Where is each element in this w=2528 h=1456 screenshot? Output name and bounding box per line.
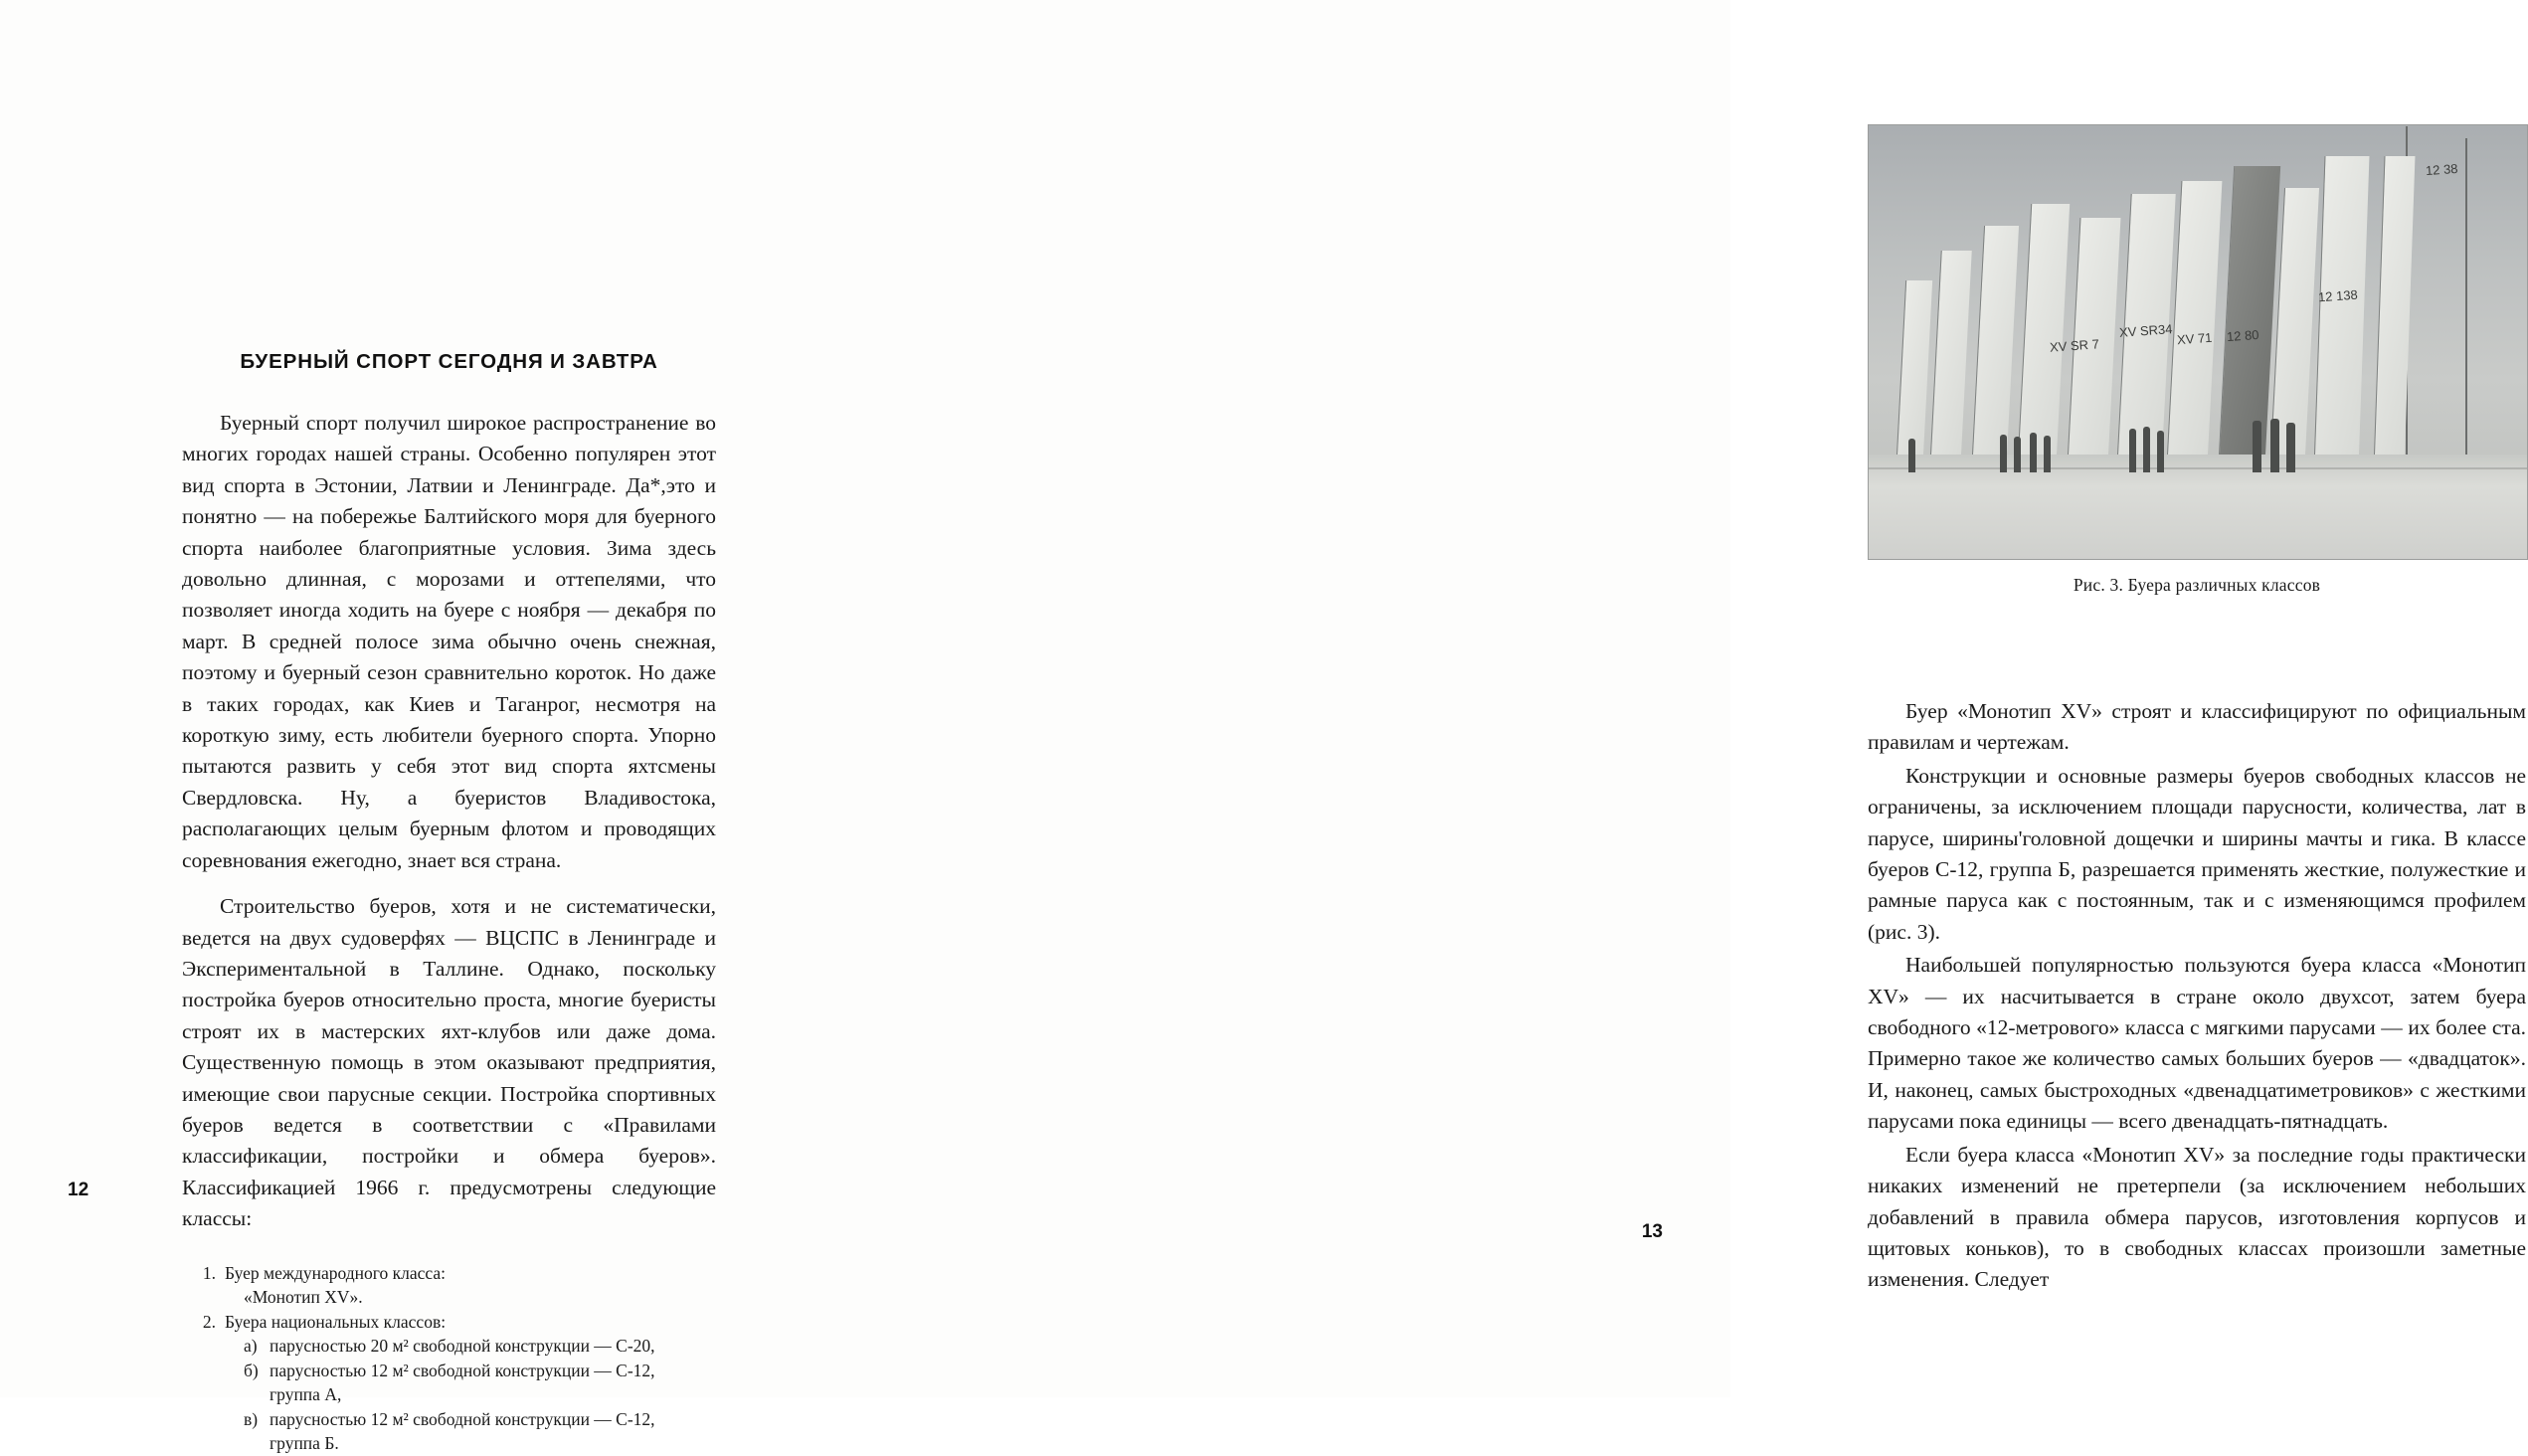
person-silhouette: [2157, 431, 2164, 472]
person-silhouette: [2286, 423, 2295, 472]
class-list: [182, 1261, 716, 1456]
mast: [2465, 138, 2467, 455]
paragraph-gap: [182, 878, 716, 891]
class-list-letter: а): [244, 1336, 258, 1357]
person-silhouette: [2044, 436, 2051, 472]
class-list-text: Буера национальных классов:: [225, 1311, 447, 1332]
person-silhouette: [1908, 439, 1915, 472]
photograph-iceboats: [1868, 124, 2528, 560]
person-silhouette: [2270, 419, 2279, 472]
class-list-number: 1.: [202, 1262, 216, 1283]
person-silhouette: [2129, 429, 2136, 472]
paragraph-2: Строительство буеров, хотя и не систематически, ведется на двух судоверфях — ВЦСПС в Ленинграде и Экспериментальной в Таллине. Однако, поскольку постройка буеров относительно проста, многие буеристы строят их в мастерских яхт-клубов или даже дома. Существенную помощь в этом оказывают предприятия, имеющие свои парусные секции. Постройка спортивных буеров ведется в соответствии с «Правилами классификации, постройки и обмера буеров». Классификацией 1966 г. предусмотрены следующие классы:: [182, 894, 716, 1231]
class-list-item: [182, 1310, 716, 1335]
class-list-subitem: [244, 1285, 716, 1310]
class-list-subitem-cont: группа А,: [270, 1384, 342, 1405]
figure-3: [1868, 124, 2526, 558]
paragraph-4: Конструкции и основные размеры буеров свободных классов не ограничены, за исключением площади парусности, количества, лат в парусе, ширины'головной дощечки и ширины мачты и гика. В классе буеров С-12, группа Б, разрешается применять жесткие, полужесткие и рамные паруса как с постоянным, так и с изменяющимся профилем (рис. 3).: [1868, 763, 2526, 944]
paragraph-6: Если буера класса «Монотип XV» за последние годы практически никаких изменений не претерпели (за исключением небольших добавлений в правила обмера парусов, изготовления корпусов и щитовых коньков), то в свободных классах произошли заметные изменения. Следует: [1868, 1142, 2526, 1292]
sail-number: 12 38: [2425, 160, 2458, 179]
class-list-subitem: [244, 1407, 716, 1432]
class-list-subgroup: [244, 1334, 716, 1456]
sail-number: 12 138: [2317, 286, 2359, 305]
sail-number: XV SR 7: [2049, 336, 2100, 355]
class-list-subitem-cont: группа Б.: [270, 1433, 339, 1454]
page-title: БУЕРНЫЙ СПОРТ СЕГОДНЯ И ЗАВТРА: [240, 350, 658, 373]
figure-caption: Рис. 3. Буера различных классов: [2073, 575, 2321, 595]
class-list-subitem-text: парусностью 12 м² свободной конструкции — С-12,: [270, 1360, 655, 1380]
person-silhouette: [2030, 433, 2037, 472]
class-list-number: 2.: [202, 1311, 216, 1332]
class-list-letter: в): [244, 1408, 259, 1429]
class-list-subitem-text: «Монотип XV».: [244, 1287, 363, 1308]
person-silhouette: [2014, 437, 2021, 472]
person-silhouette: [2143, 427, 2150, 472]
left-text-column: [182, 350, 716, 1456]
page-number-left: 12: [68, 1180, 90, 1200]
person-silhouette: [2253, 421, 2261, 472]
sail-number: 12 80: [2226, 326, 2259, 345]
class-list-subitem-text: парусностью 12 м² свободной конструкции — С-12,: [270, 1408, 655, 1429]
sail-number: XV 71: [2176, 329, 2213, 348]
right-text-column: [1868, 696, 2526, 1298]
paragraph-3: Буер «Монотип XV» строят и классифицируют по официальным правилам и чертежам.: [1868, 699, 2526, 755]
person-silhouette: [2000, 435, 2007, 472]
paragraph-5: Наибольшей популярностью пользуются буера класса «Монотип XV» — их насчитывается в стране около двухсот, затем буера свободного «12-метрового» класса с мягкими парусами — их более ста. Примерно такое же количество самых больших буеров — «двадцаток». И, наконец, самых быстроходных «двенадцатиметровиков» с жесткими парусами пока единицы — всего двенадцать-пятнадцать.: [1868, 953, 2526, 1134]
paragraph-1: Буерный спорт получил широкое распространение во многих городах нашей страны. Особенно популярен этот вид спорта в Эстонии, Латвии и Ленинграде. Да*,это и понятно — на побережье Балтийского моря для буерного спорта наиболее благоприятные условия. Зима здесь довольно длинная, с морозами и оттепелями, что позволяет иногда ходить на буере с ноября — декабря по март. В средней полосе зима обычно очень снежная, поэтому и буерный сезон сравнительно короток. Но даже в таких городах, как Киев и Таганрог, несмотря на короткую зиму, есть любители буерного спорта. Упорно пытаются развить у себя этот вид спорта яхтсмены Свердловска. Ну, а буеристов Владивостока, располагающих целым буерным флотом и проводящих соревнования ежегодно, знает вся страна.: [182, 411, 716, 872]
left-page: [0, 0, 865, 1454]
class-list-letter: б): [244, 1360, 259, 1380]
page-number-right: 13: [1641, 1221, 1663, 1242]
class-list-text: Буер международного класса:: [225, 1262, 447, 1283]
photo-ice-surface: [1869, 455, 2527, 559]
class-list-item: [182, 1261, 716, 1286]
sail-number: XV SR34: [2118, 321, 2173, 340]
right-page: [865, 0, 2526, 1397]
class-list-subitem: [244, 1359, 716, 1383]
class-list-subitem-text: парусностью 20 м² свободной конструкции — С-20,: [270, 1336, 655, 1357]
class-list-subitem: [244, 1334, 716, 1359]
